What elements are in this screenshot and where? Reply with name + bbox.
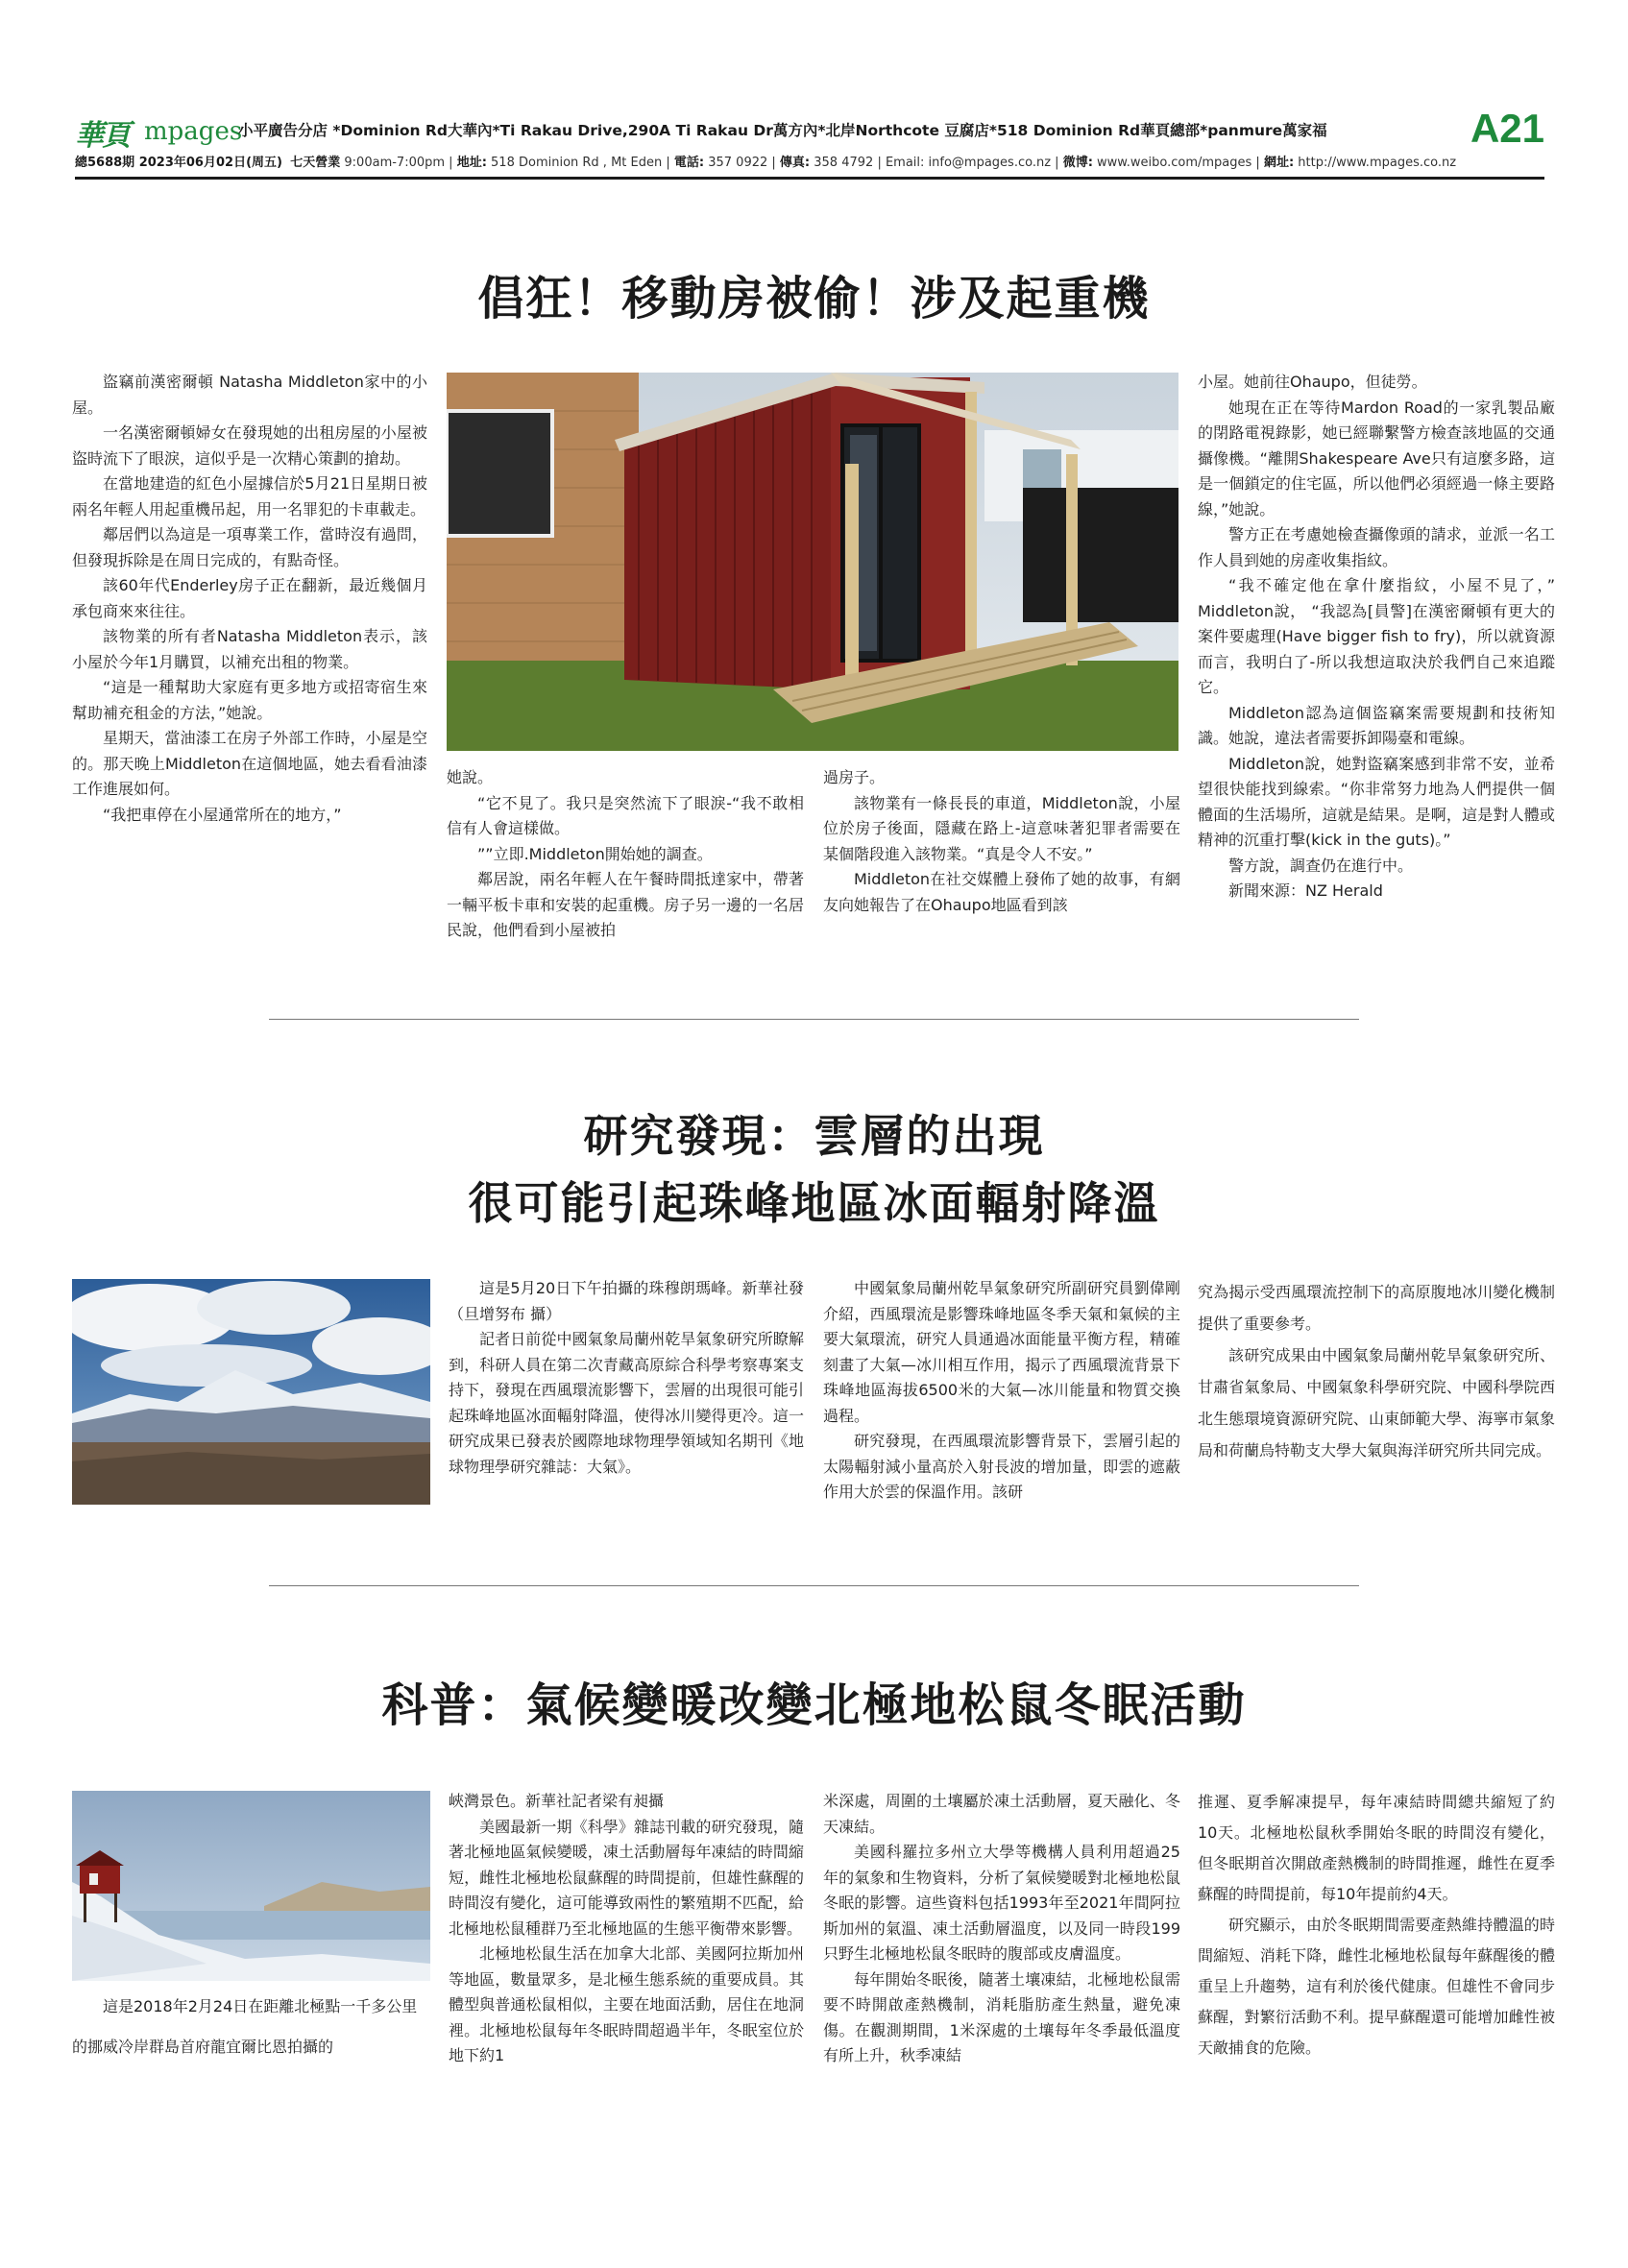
branch-addresses: 小平廣告分店 *Dominion Rd大華內*Ti Rakau Drive,290A Ti Rakau Dr萬方內*北岸Northcote 豆腐店*518 Dominion Rd華頁總部*panmure萬家福 <box>238 122 1327 139</box>
website: http://www.mpages.co.nz <box>1298 156 1457 170</box>
contact-info-line: 總5688期 2023年06月02日(周五) 七天營業 9:00am-7:00pm | 地址: 518 Dominion Rd , Mt Eden | 電話: 357 0922 | 傳真: 358 4792 | Email: info@mpages.co.nz | 微博: www.weibo.com/mpages | 網址: http://www.mpages.co.nz <box>75 156 1457 170</box>
article1-title: 倡狂！移動房被偷！涉及起重機 <box>477 272 1151 326</box>
paragraph: 鄰居說，兩名年輕人在午餐時間抵達家中，帶著一輛平板卡車和安裝的起重機。房子另一邊的一名居民說，他們看到小屋被拍 <box>447 870 804 939</box>
mpages-logo <box>75 111 243 153</box>
fax: 358 4792 <box>814 156 874 170</box>
paragraph: 究為揭示受西風環流控制下的高原腹地冰川變化機制提供了重要參考。 <box>1198 1283 1555 1333</box>
paragraph: 警方正在考慮她檢查攝像頭的請求，並派一名工作人員到她的房產收集指紋。 <box>1198 525 1555 569</box>
hours: 9:00am-7:00pm <box>344 156 446 170</box>
paragraph: 美國科羅拉多州立大學等機構人員利用超過25年的氣象和生物資料，分析了氣候變暖對北極地松鼠冬眠的影響。這些資料包括1993年至2021年間阿拉斯加州的氣溫、凍土活動層溫度，以及同一時段199只野生北極地松鼠冬眠時的腹部或皮膚溫度。 <box>823 1843 1180 1963</box>
paragraph: “它不見了。我只是突然流下了眼淚-“我不敢相信有人會這樣做。 <box>447 793 804 837</box>
paragraph: 該物業有一條長長的車道，Middleton說，小屋位於房子後面，隱藏在路上-這意味著犯罪者需要在某個階段進入該物業。“真是令人不安。” <box>823 793 1180 863</box>
phone: 357 0922 <box>708 156 768 170</box>
issue-info: 總5688期 2023年06月02日(周五) <box>75 156 282 170</box>
paragraph: 美國最新一期《科學》雜誌刊載的研究發現，隨著北極地區氣候變暖，凍土活動層每年凍結的時間縮短，雌性北極地松鼠蘇醒的時間提前，但雄性蘇醒的時間沒有變化，這可能導致兩性的繁殖期不匹配，給北極地松鼠種群乃至北極地區的生態平衡帶來影響。 <box>449 1817 804 1938</box>
paragraph: 在當地建造的紅色小屋據信於5月21日星期日被兩名年輕人用起重機吊起，用一名罪犯的卡車載走。 <box>72 474 427 519</box>
paragraph: 星期天，當油漆工在房子外部工作時，小屋是空的。那天晚上Middleton在這個地區，她去看看油漆工作進展如何。 <box>72 729 427 798</box>
paragraph: Middleton認為這個盜竊案需要規劃和技術知識。她說，違法者需要拆卸陽臺和電線。 <box>1198 703 1555 747</box>
section-divider <box>269 1019 1359 1020</box>
article1-column-2 <box>447 765 804 944</box>
article3-photo-caption: 這是2018年2月24日在距離北極點一千多公里的挪威冷岸群島首府龍宜爾比恩拍攝的 <box>72 1997 418 2056</box>
paragraph: 推遲、夏季解凍提早，每年凍結時間總共縮短了約10天。北極地松鼠秋季開始冬眠的時間沒有變化，但冬眠期首次開啟產熱機制的時間推遲，雌性在夏季蘇醒的時間提前，每10年提前約4天。 <box>1198 1793 1555 1903</box>
paragraph: 過房子。 <box>823 768 886 786</box>
paragraph: 這是5月20日下午拍攝的珠穆朗瑪峰。新華社發（旦增努布 攝） <box>449 1279 804 1323</box>
paragraph: 她說。 <box>447 768 494 786</box>
article2-column-4 <box>1198 1276 1555 1466</box>
paragraph: 研究顯示，由於冬眠期間需要產熱維持體溫的時間縮短、消耗下降，雌性北極地松鼠每年蘇醒後的體重呈上升趨勢，這有利於後代健康。但雄性不會同步蘇醒，對繁衍活動不利。提早蘇醒還可能增加雌性被天敵捕食的危險。 <box>1198 1916 1555 2057</box>
phone-label: 電話: <box>673 156 705 170</box>
paragraph: 研究發現，在西風環流影響背景下，雲層引起的太陽輻射減小量高於入射長波的增加量，即雲的遮蔽作用大於雲的保溫作用。該研 <box>823 1432 1180 1501</box>
page-number: A21 <box>1470 106 1544 151</box>
fax-label: 傳真: <box>779 156 811 170</box>
paragraph: 米深處，周圍的土壤屬於凍土活動層，夏天融化、冬天凍結。 <box>823 1792 1180 1836</box>
paragraph: “這是一種幫助大家庭有更多地方或招寄宿生來幫助補充租金的方法，”她說。 <box>72 678 427 722</box>
hours-label: 七天營業 <box>290 156 341 170</box>
article1-column-1 <box>72 370 427 828</box>
paragraph: “我不確定他在拿什麼指紋，小屋不見了，” Middleton說， “我認為[員警]在漢密爾頓有更大的案件要處理(Have bigger fish to fry)，所以就資源而言，我明白了-所以我想這取決於我們自己來追蹤它。 <box>1198 576 1555 696</box>
article3-column-4 <box>1198 1787 1555 2063</box>
paragraph: 她現在正在等待Mardon Road的一家乳製品廠的閉路電視錄影，她已經聯繫警方檢查該地區的交通攝像機。“離開Shakespeare Ave只有這麼多路，這是一個鎖定的住宅區，所以他們必須經過一條主要路線，”她說。 <box>1198 398 1555 519</box>
paragraph: 該研究成果由中國氣象局蘭州乾旱氣象研究所、甘肅省氣象局、中國氣象科學研究院、中國科學院西北生態環境資源研究院、山東師範大學、海寧市氣象局和荷蘭烏特勒支大學大氣與海洋研究所共同完成。 <box>1198 1346 1555 1460</box>
article2-title-line1: 研究發現：雲層的出現 <box>583 1110 1045 1162</box>
paragraph: 每年開始冬眠後，隨著土壤凍結，北極地松鼠需要不時開啟產熱機制，消耗脂肪產生熱量，避免凍傷。在觀測期間，1米深處的土壤每年冬季最低溫度有所上升，秋季凍結 <box>823 1969 1180 2064</box>
paragraph: 警方說，調查仍在進行中。 <box>1228 856 1414 875</box>
paragraph: 鄰居們以為這是一項專業工作，當時沒有過問，但發現拆除是在周日完成的，有點奇怪。 <box>72 525 427 569</box>
section-divider <box>269 1585 1359 1586</box>
svalbard-photo <box>72 1791 430 1981</box>
everest-photo <box>72 1279 430 1505</box>
web-label: 網址: <box>1263 156 1295 170</box>
everest-illustration <box>72 1279 430 1505</box>
address: 518 Dominion Rd , Mt Eden <box>491 156 663 170</box>
address-label: 地址: <box>456 156 487 170</box>
paragraph: “我把車停在小屋通常所在的地方，” <box>103 805 342 824</box>
red-cabin-photo <box>447 373 1178 751</box>
paragraph: 小屋。她前往Ohaupo，但徒勞。 <box>1198 373 1427 391</box>
article3-column-3 <box>823 1789 1180 2069</box>
article2-column-3 <box>823 1276 1180 1506</box>
paragraph: 該物業的所有者Natasha Middleton表示，該小屋於今年1月購買，以補充出租的物業。 <box>72 627 427 671</box>
article1-column-3 <box>823 765 1180 918</box>
paragraph: 一名漢密爾頓婦女在發現她的出租房屋的小屋被盜時流下了眼淚，這似乎是一次精心策劃的搶劫。 <box>72 423 427 468</box>
paragraph: Middleton說，她對盜竊案感到非常不安，並希望很快能找到線索。“你非常努力地為人們提供一個體面的生活場所，這就是結果。是啊，這是對人體或精神的沉重打擊(kick in the guts)。” <box>1198 754 1555 849</box>
paragraph: 峽灣景色。新華社記者梁有昶攝 <box>449 1792 665 1810</box>
paragraph: 該60年代Enderley房子正在翻新，最近幾個月承包商來來往往。 <box>72 576 427 620</box>
red-cabin-illustration <box>447 373 1178 751</box>
email: Email: info@mpages.co.nz <box>885 156 1052 170</box>
svalbard-illustration <box>72 1791 430 1981</box>
weibo: www.weibo.com/mpages <box>1097 156 1252 170</box>
paragraph: 北極地松鼠生活在加拿大北部、美國阿拉斯加州等地區，數量眾多，是北極生態系統的重要成員。其體型與普通松鼠相似，主要在地面活動，居住在地洞裡。北極地松鼠每年冬眠時間超過半年，冬眠室位於地下約1 <box>449 1944 804 2064</box>
paragraph: 中國氣象局蘭州乾旱氣象研究所副研究員劉偉剛介紹，西風環流是影響珠峰地區冬季天氣和氣候的主要大氣環流，研究人員通過冰面能量平衡方程，精確刻畫了大氣—冰川相互作用，揭示了西風環流背景下珠峰地區海拔6500米的大氣—冰川能量和物質交換過程。 <box>823 1279 1180 1425</box>
article1-column-4 <box>1198 370 1555 905</box>
paragraph: Middleton在社交媒體上發佈了她的故事，有網友向她報告了在Ohaupo地區看到該 <box>823 870 1180 914</box>
article2-column-2 <box>449 1276 804 1480</box>
paragraph: ””立即.Middleton開始她的調查。 <box>477 844 713 863</box>
article2-title-line2: 很可能引起珠峰地區冰面輻射降溫 <box>468 1177 1160 1229</box>
masthead-rule <box>75 177 1544 180</box>
article3-title: 科普：氣候變暖改變北極地松鼠冬眠活動 <box>381 1678 1247 1732</box>
article3-column-2 <box>449 1789 804 2069</box>
logo-chinese: 華頁 <box>75 119 129 153</box>
logo-english: mpages <box>144 117 243 146</box>
weibo-label: 微博: <box>1062 156 1093 170</box>
masthead <box>75 106 1544 182</box>
paragraph: 新聞來源：NZ Herald <box>1228 881 1383 900</box>
paragraph: 記者日前從中國氣象局蘭州乾旱氣象研究所瞭解到，科研人員在第二次青藏高原綜合科學考察專案支持下，發現在西風環流影響下，雲層的出現很可能引起珠峰地區冰面輻射降溫，使得冰川變得更冷。這一研究成果已發表於國際地球物理學領域知名期刊《地球物理學研究雜誌：大氣》。 <box>449 1330 804 1476</box>
paragraph: 盜竊前漢密爾頓 Natasha Middleton家中的小屋。 <box>72 373 427 417</box>
